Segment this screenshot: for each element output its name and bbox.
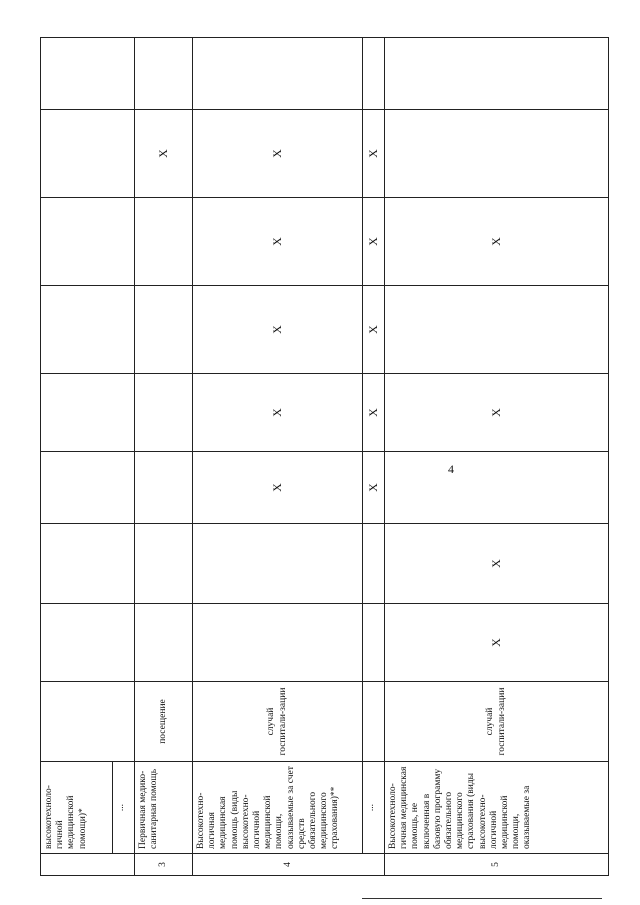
table-row [363,38,385,876]
page-number: 4 [448,462,454,476]
table-row [41,38,113,876]
row-name-cell: Высокотехноло-гичная медицинская помощь, не включенная в базовую программу обязательного медицинского страхования (виды высокотехно-логичной медицинской помощи, оказываемые за [385,762,609,854]
ellipsis-cell: ... [113,762,135,854]
mark-cell [41,452,135,524]
row-name-cell: Высокотехно-логичная медицинская помощь (виды высокотехно-логичной медицинской помощи, оказываемые за счет средств обязательного медицинского страхования)** [193,762,363,854]
mark-cell [135,524,193,604]
mark-cell: X [363,110,385,198]
mark-cell [135,374,193,452]
mark-cell [363,38,385,110]
table-row [135,38,193,876]
mark-cell: X [193,110,363,198]
mark-cell: X [363,374,385,452]
services-table [40,37,609,876]
mark-cell [135,198,193,286]
mark-cell [193,38,363,110]
row-unit-cell: случай госпитали-зации [385,682,609,762]
table-row [385,38,609,876]
row-number-cell [41,854,135,876]
mark-cell [135,38,193,110]
row-number-cell: 4 [193,854,385,876]
mark-cell [41,286,135,374]
mark-cell [135,604,193,682]
mark-cell: X [193,198,363,286]
mark-cell [193,524,363,604]
mark-cell [135,452,193,524]
mark-cell [385,286,609,374]
mark-cell [41,38,135,110]
row-unit-cell: случай госпитали-зации [193,682,363,762]
mark-cell: X [363,452,385,524]
mark-cell: X [385,374,609,452]
table-row [193,38,363,876]
mark-cell [385,110,609,198]
mark-cell [41,374,135,452]
row-number-cell: 5 [385,854,609,876]
mark-cell [385,38,609,110]
row-name-cell: высокотехноло-гичной медицинской помощи)* [41,762,113,854]
rotated-table-container [40,38,608,876]
mark-cell [41,198,135,286]
mark-cell: X [363,198,385,286]
mark-cell: X [135,110,193,198]
mark-cell [135,286,193,374]
row-unit-cell [41,682,135,762]
mark-cell: X [193,286,363,374]
row-unit-cell: посещение [135,682,193,762]
mark-cell: X [385,604,609,682]
mark-cell [41,524,135,604]
bottom-rule [362,898,602,899]
mark-cell: X [385,198,609,286]
row-number-cell: 3 [135,854,193,876]
mark-cell [41,604,135,682]
mark-cell [41,110,135,198]
mark-cell [363,524,385,604]
mark-cell [193,604,363,682]
row-unit-cell [363,682,385,762]
mark-cell: X [385,524,609,604]
mark-cell [363,604,385,682]
mark-cell [385,452,609,524]
mark-cell: X [193,452,363,524]
row-name-cell: Первичная медико-санитарная помощь [135,762,193,854]
mark-cell: X [193,374,363,452]
ellipsis-cell: ... [363,762,385,854]
mark-cell: X [363,286,385,374]
